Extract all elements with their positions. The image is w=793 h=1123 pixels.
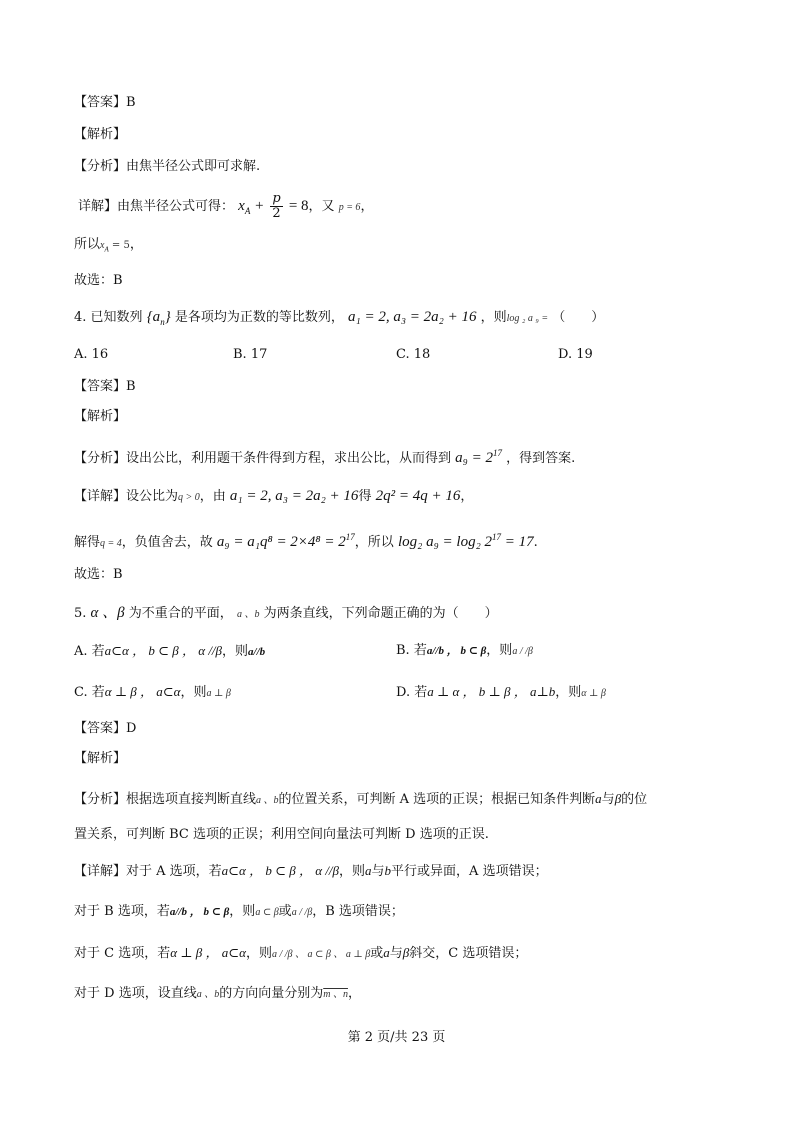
detail-q5-c: 对于 C 选项，若α ⊥ β ， a⊂α，则a / /β 、 a ⊂ β 、 a ⊥ β或a与β斜交，C 选项错误； <box>74 945 528 961</box>
answer-q5: 【答案】D <box>74 721 137 736</box>
conclusion-q3: 所以$x_A = 5$， <box>74 237 143 254</box>
analysis-q4: 【分析】设出公比，利用题干条件得到方程，求出公比，从而得到 $a_9 = 2^{17}$ ，得到答案. <box>74 448 576 466</box>
question-4: 4. 已知数列 $\{a_n\}$ 是各项均为正数的等比数列， a₁ = 2, a₃ = 2a₂ + 16 ，则log ₂ a ₉ = （ ） <box>74 309 605 327</box>
analysis-heading-q5: 【解析】 <box>74 751 127 766</box>
detail-q5-b: 对于 B 选项，若a//b ， b ⊂ β，则a ⊂ β或a / /β，B 选项错误； <box>74 904 404 919</box>
fraction-p-over-2: $\frac{p}{2}$ <box>272 191 281 221</box>
page-footer: 第 2 页/共 23 页 <box>347 1030 446 1045</box>
question-5: 5. α 、β 为不重合的平面， a 、b 为两条直线，下列命题正确的为（ ） <box>74 605 498 621</box>
option-5a: A. 若a⊂α ， b ⊂ β ， α //β，则a//b <box>74 643 266 659</box>
analysis-heading-q4: 【解析】 <box>74 409 127 424</box>
choice-q3: 故选：B <box>74 273 123 288</box>
answer-q3: 【答案】B <box>74 95 136 110</box>
choice-q4: 故选：B <box>74 567 123 582</box>
detail-q5-a: 【详解】对于 A 选项，若a⊂α ， b ⊂ β ， α //β，则a与b平行或异面，A 选项错误； <box>74 863 548 879</box>
option-4b: B. 17 <box>233 347 268 362</box>
detail-q4: 【详解】设公比为q > 0，由 a₁ = 2, a₃ = 2a₂ + 16得 2q² = 4q + 16， <box>74 488 474 504</box>
detail-q5-d: 对于 D 选项，设直线a 、b的方向向量分别为m 、n， <box>74 986 361 1001</box>
answer-q4: 【答案】B <box>74 379 136 394</box>
analysis-q5-line2: 置关系，可判断 BC 选项的正误；利用空间向量法可判断 D 选项的正误. <box>74 827 489 842</box>
solve-q4: 解得q = 4，负值舍去，故 $a_9 = a_1q^8 = 2\times 4^8 = 2^{17}$，所以 log₂ a₉ = log₂ $2^{17} = 17$. <box>74 532 538 550</box>
analysis-heading-q3: 【解析】 <box>74 127 127 142</box>
analysis-q3: 【分析】由焦半径公式即可求解. <box>74 159 261 174</box>
option-4d: D. 19 <box>558 347 593 362</box>
option-5d: D. 若a ⊥ α ， b ⊥ β ， a⊥b，则α ⊥ β <box>396 684 606 700</box>
option-4c: C. 18 <box>396 347 431 362</box>
analysis-q5-line1: 【分析】根据选项直接判断直线a 、b的位置关系，可判断 A 选项的正误；根据已知条件判断a与β的位 <box>74 791 648 807</box>
detail-q3: 详解】由焦半径公式可得： $x_A$ + $\frac{p}{2}$ = 8，又 p = 6， <box>78 191 374 221</box>
option-5c: C. 若α ⊥ β ， a⊂α，则a ⊥ β <box>74 684 231 700</box>
option-4a: A. 16 <box>74 347 109 362</box>
option-5b: B. 若a//b ， b ⊂ β，则a / /β <box>396 643 533 658</box>
